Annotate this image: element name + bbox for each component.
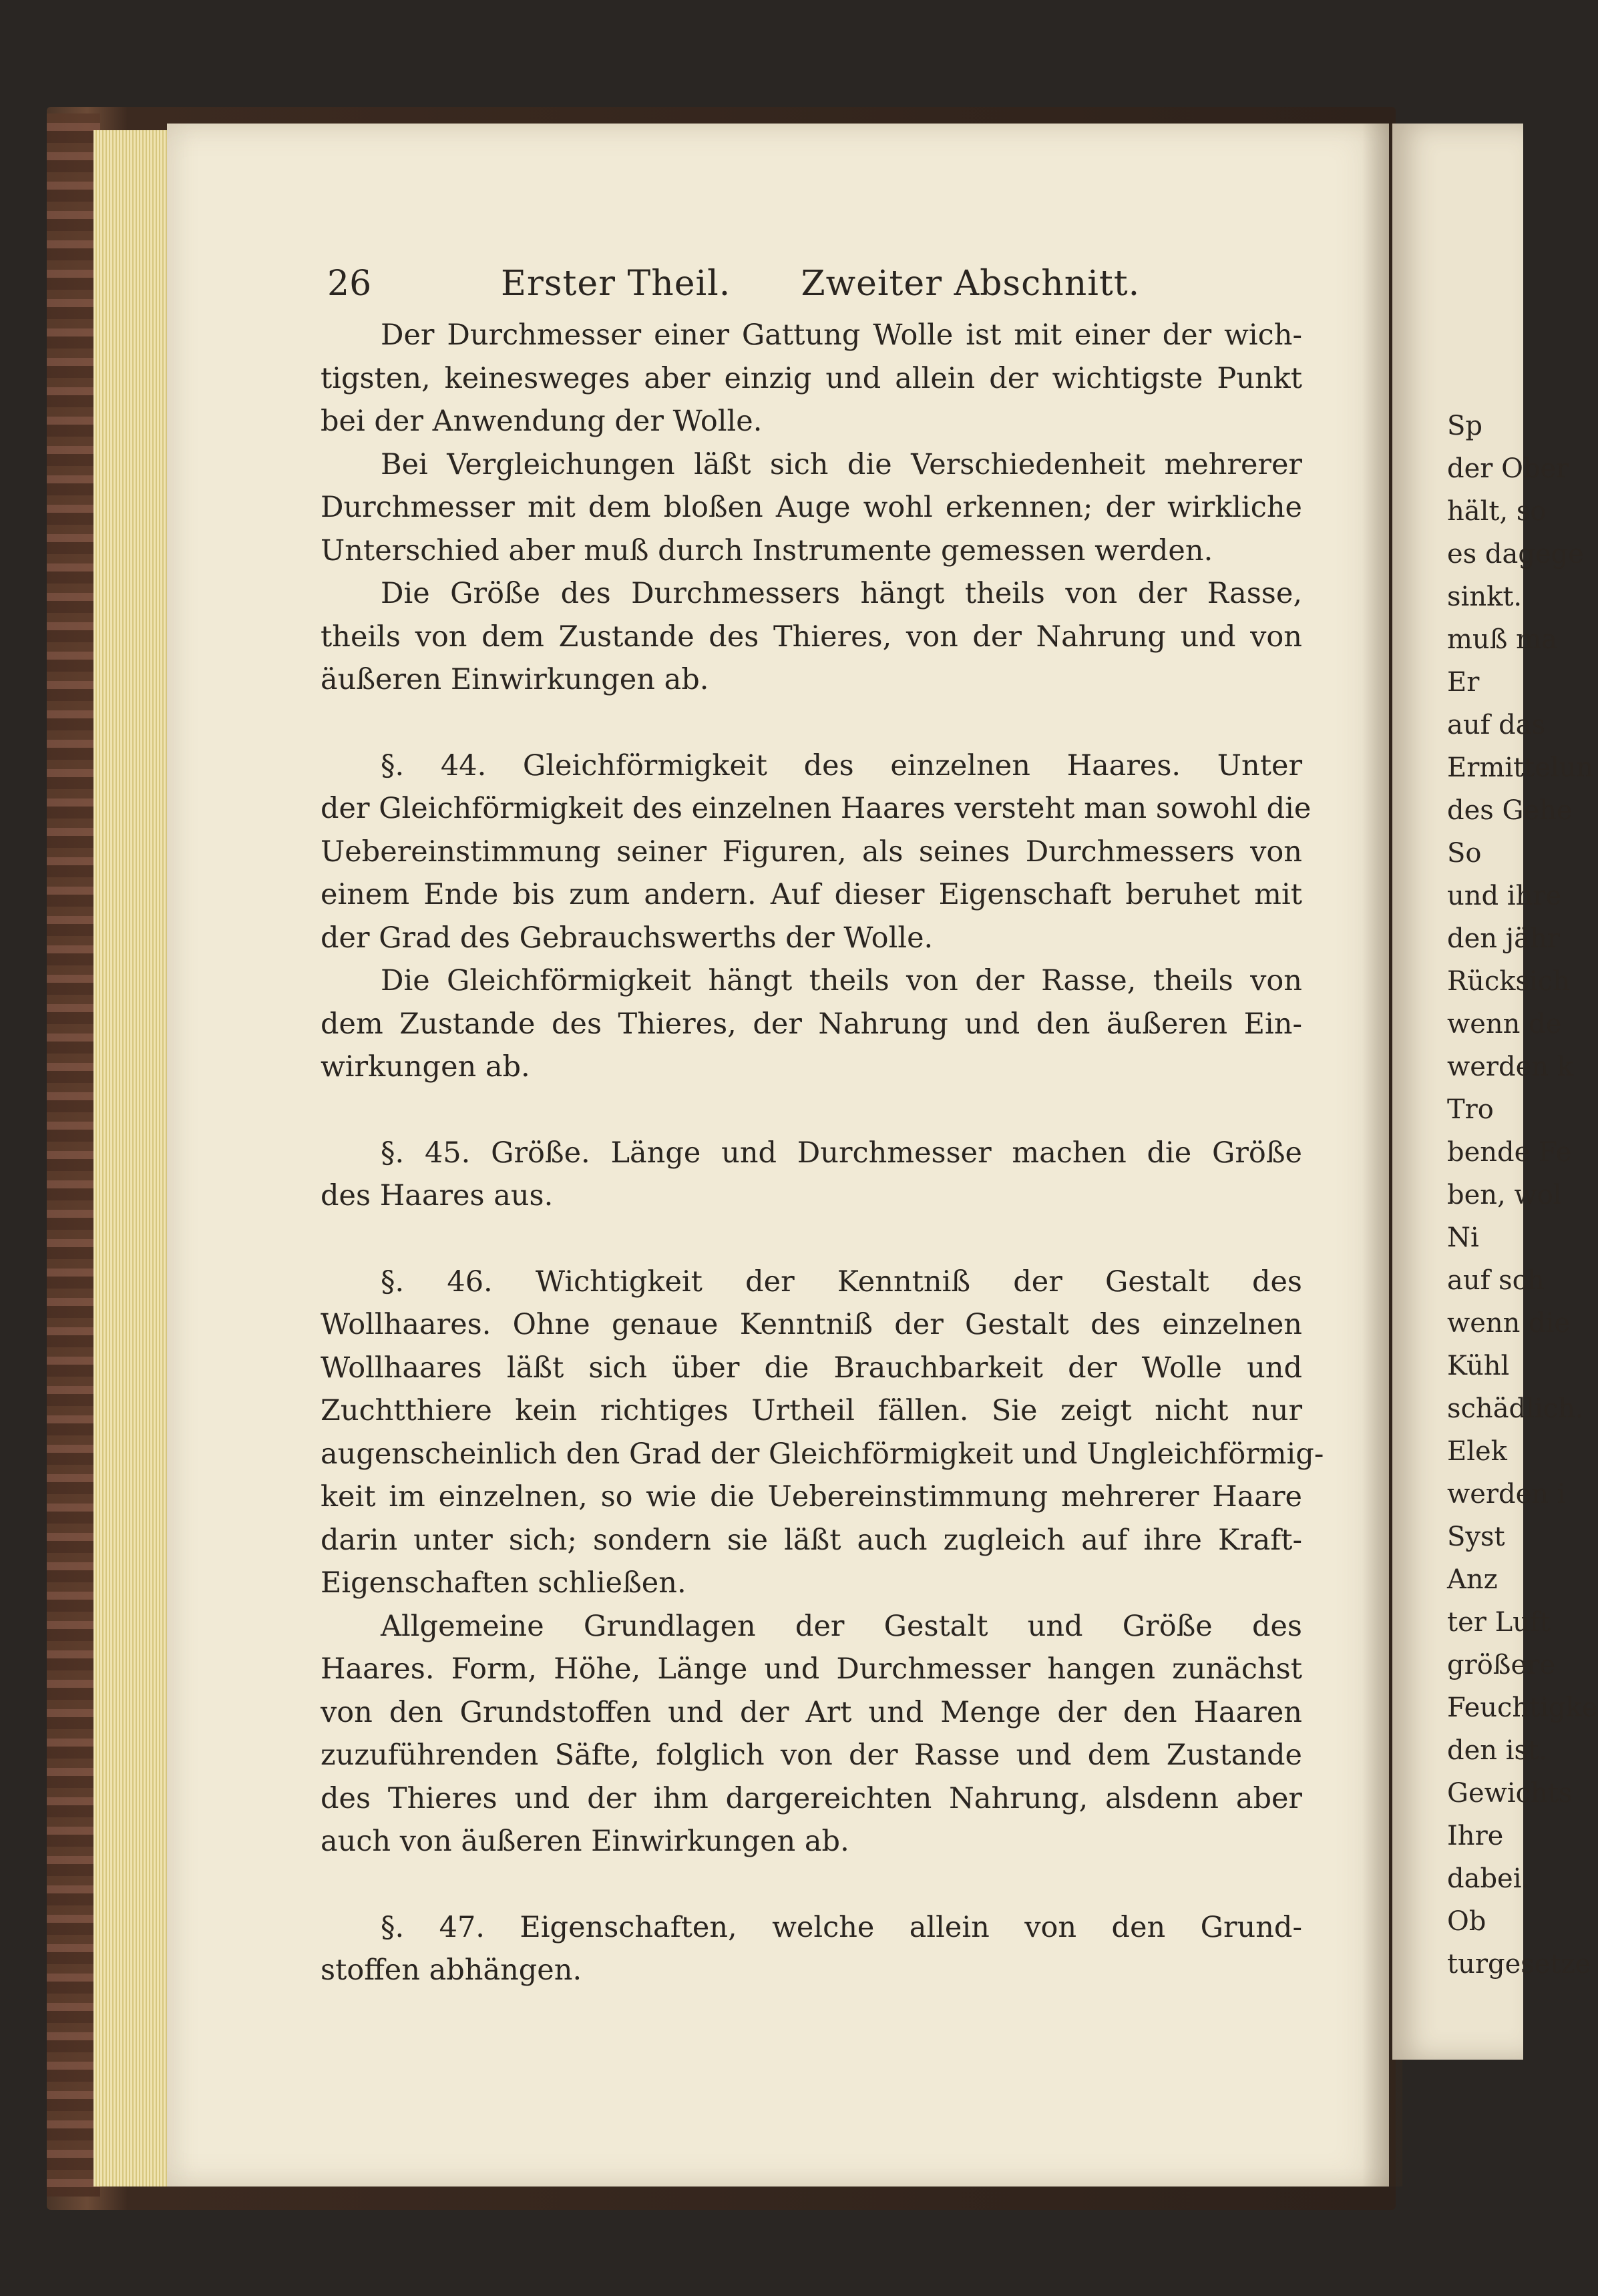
facing-page-fragment: bende Fe — [1447, 1137, 1572, 1168]
text-line: bei der Anwendung der Wolle. — [321, 405, 763, 438]
text-line: Wollhaares läßt sich über die Brauchbarkeit der Wolle und — [321, 1351, 1302, 1385]
facing-page-fragment: den jähr — [1447, 923, 1560, 954]
text-line: darin unter sich; sondern sie läßt auch zugleich auf ihre Kraft- — [321, 1523, 1302, 1557]
text-line: stoffen abhängen. — [321, 1954, 582, 1987]
facing-page-fragment: der Ober — [1447, 453, 1569, 484]
facing-page-fragment: schädlich. — [1447, 1393, 1584, 1424]
text-line: Zuchtthiere kein richtiges Urtheil fällen. Sie zeigt nicht nur — [321, 1394, 1302, 1427]
paragraph — [321, 1906, 1302, 1992]
text-line: Die Gleichförmigkeit hängt theils von der Rasse, theils von — [381, 964, 1302, 997]
facing-page-fragment: des Gehe — [1447, 795, 1573, 826]
text-line: wirkungen ab. — [321, 1050, 530, 1084]
facing-page-fragment: sinkt. — [1447, 582, 1523, 612]
facing-page-fragment: werden k — [1447, 1052, 1574, 1082]
text-line: §. 45. Größe. Länge und Durchmesser machen die Größe — [381, 1136, 1302, 1170]
text-line: §. 44. Gleichförmigkeit des einzelnen Haares. Unter — [381, 748, 1302, 782]
page-number: 26 — [327, 264, 372, 304]
facing-page-fragment: wenn die — [1447, 1308, 1571, 1339]
facing-page-fragment: und ihre — [1447, 881, 1562, 911]
paragraph — [321, 744, 1312, 960]
facing-page — [1392, 124, 1598, 2060]
facing-page-fragment: Tro — [1447, 1094, 1494, 1125]
facing-page-fragment: Anz — [1447, 1564, 1498, 1595]
facing-page-fragment: es dagege — [1447, 539, 1584, 569]
text-line: äußeren Einwirkungen ab. — [321, 663, 709, 696]
text-line: Der Durchmesser einer Gattung Wolle ist mit einer der wich- — [381, 318, 1302, 352]
facing-page-fragment: Feuchtigke — [1447, 1692, 1598, 1723]
paragraph — [321, 572, 1302, 702]
text-line: zuzuführenden Säfte, folglich von der Rasse und dem Zustande — [321, 1739, 1302, 1772]
facing-page-fragment: Syst — [1447, 1522, 1505, 1552]
facing-page-fragment: werden i — [1447, 1479, 1566, 1510]
facing-page-fragment: Rücksich — [1447, 966, 1571, 997]
text-line: Durchmesser mit dem bloßen Auge wohl erkennen; der wirkliche — [321, 491, 1302, 524]
facing-page-fragment: Sp — [1447, 411, 1483, 441]
text-line: Allgemeine Grundlagen der Gestalt und Größe des — [381, 1609, 1302, 1643]
section-gap — [321, 1089, 1302, 1132]
text-line: Die Größe des Durchmessers hängt theils von der Rasse, — [381, 577, 1302, 610]
facing-page-fragment: ben, wol — [1447, 1180, 1562, 1210]
text-line: von den Grundstoffen und der Art und Menge der den Haaren — [321, 1695, 1302, 1729]
paragraph — [321, 959, 1302, 1089]
facing-page-fragment: ter Luft — [1447, 1607, 1551, 1638]
facing-page-fragment: Ihre — [1447, 1821, 1504, 1851]
text-line: der Grad des Gebrauchswerths der Wolle. — [321, 921, 934, 955]
facing-page-fragment: Ni — [1447, 1222, 1479, 1253]
facing-page-fragment: turgesetze — [1447, 1949, 1591, 1980]
page-stack-edge — [93, 130, 174, 2187]
section-gap — [321, 1863, 1302, 1906]
text-line: §. 46. Wichtigkeit der Kenntniß der Gestalt des — [381, 1265, 1302, 1299]
text-line: augenscheinlich den Grad der Gleichförmigkeit und Ungleichförmig- — [321, 1437, 1324, 1471]
text-line: des Thieres und der ihm dargereichten Nahrung, alsdenn aber — [321, 1781, 1302, 1815]
text-line: der Gleichförmigkeit des einzelnen Haares versteht man sowohl die — [321, 792, 1312, 825]
text-line: theils von dem Zustande des Thieres, von der Nahrung und von — [321, 620, 1302, 654]
facing-page-fragment: So — [1447, 838, 1482, 869]
facing-page-fragment: größere — [1447, 1650, 1555, 1680]
facing-page-fragment: muß ma — [1447, 624, 1557, 655]
facing-page-fragment: auf das — [1447, 710, 1546, 740]
text-line: Unterschied aber muß durch Instrumente gemessen werden. — [321, 533, 1213, 567]
paragraph — [321, 1132, 1302, 1218]
text-line: tigsten, keinesweges aber einzig und allein der wichtigste Punkt — [321, 361, 1302, 395]
text-line: einem Ende bis zum andern. Auf dieser Eigenschaft beruhet mit — [321, 878, 1302, 911]
paragraph — [321, 314, 1302, 443]
facing-page-fragment: Er — [1447, 667, 1480, 698]
running-header — [321, 254, 1302, 314]
text-line: keit im einzelnen, so wie die Uebereinstimmung mehrerer Haare — [321, 1480, 1302, 1514]
facing-page-fragment: Ermittelun — [1447, 752, 1594, 783]
text-line: Eigenschaften schließen. — [321, 1566, 686, 1600]
facing-page-fragment: wenn de — [1447, 1009, 1562, 1040]
facing-page-fragment: Kühl — [1447, 1351, 1510, 1381]
text-line: Wollhaares. Ohne genaue Kenntniß der Gestalt des einzelnen — [321, 1308, 1302, 1341]
facing-page-fragment: Elek — [1447, 1436, 1507, 1467]
paragraph — [321, 1260, 1324, 1605]
facing-page-fragment: hält, so — [1447, 496, 1547, 527]
text-line: dem Zustande des Thieres, der Nahrung und den äußeren Ein- — [321, 1007, 1302, 1041]
text-line: Bei Vergleichungen läßt sich die Verschiedenheit mehrerer — [381, 447, 1302, 481]
section-gap — [321, 702, 1302, 744]
book-spine-edge — [47, 113, 100, 2197]
paragraph — [321, 443, 1302, 573]
facing-page-fragment: auf sch — [1447, 1265, 1545, 1296]
paragraph — [321, 1605, 1302, 1863]
running-title: Erster Theil. Zweiter Abschnitt. — [501, 264, 1141, 304]
page-content — [321, 254, 1324, 1992]
facing-page-fragment: Ob — [1447, 1906, 1486, 1937]
facing-page-fragment: den ist. — [1447, 1735, 1547, 1766]
facing-page-fragment: dabei. — [1447, 1863, 1531, 1894]
text-line: auch von äußeren Einwirkungen ab. — [321, 1825, 849, 1858]
text-line: des Haares aus. — [321, 1179, 554, 1212]
text-line: Uebereinstimmung seiner Figuren, als seines Durchmessers von — [321, 835, 1302, 869]
facing-page-fragment: Gewichts — [1447, 1778, 1573, 1809]
body-text — [321, 314, 1324, 1992]
section-gap — [321, 1218, 1302, 1260]
text-line: Haares. Form, Höhe, Länge und Durchmesser hangen zunächst — [321, 1652, 1302, 1686]
text-line: §. 47. Eigenschaften, welche allein von den Grund- — [381, 1910, 1302, 1944]
